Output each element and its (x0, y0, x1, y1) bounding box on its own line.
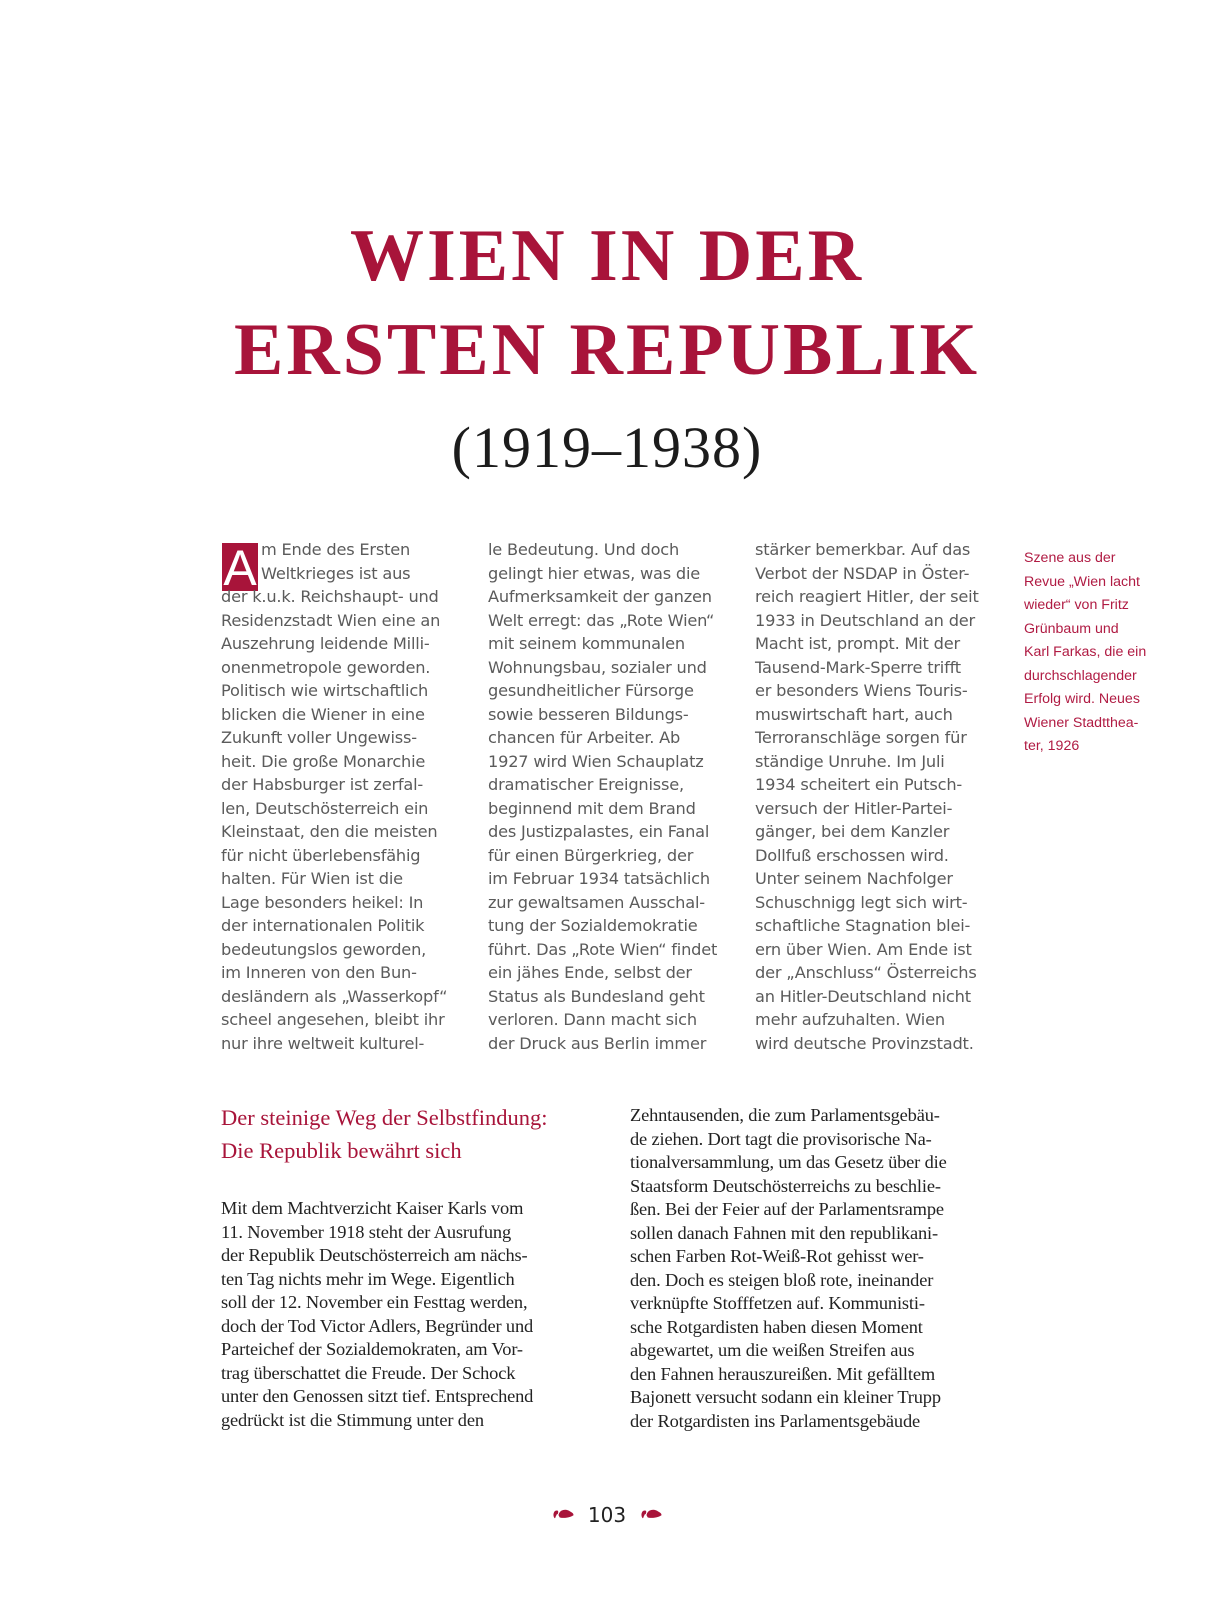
text-line: im Inneren von den Bun- (221, 963, 417, 982)
text-line: der internationalen Politik (221, 916, 425, 935)
text-line: onenmetropole geworden. (221, 657, 431, 677)
text-line: im Februar 1934 tatsächlich (488, 869, 710, 888)
text-line: trag überschattet die Freude. Der Schock (221, 1362, 516, 1383)
text-line: ßen. Bei der Feier auf der Parlamentsrampe (630, 1199, 944, 1219)
page-number: 103 (587, 1502, 627, 1527)
text-line: an Hitler-Deutschland nicht (755, 986, 971, 1006)
text-line: reich reagiert Hitler, der seit (755, 587, 979, 606)
text-line: Erfolg wird. Neues (1024, 691, 1140, 707)
text-line: Revue „Wien lacht (1024, 573, 1140, 590)
text-line: ein jähes Ende, selbst der (488, 963, 692, 982)
text-line: schaftliche Stagnation blei- (755, 916, 971, 935)
text-line: Kleinstaat, den die meisten (221, 822, 438, 841)
page-footer (0, 1500, 1214, 1528)
text-line: Terroranschläge sorgen für (755, 728, 967, 747)
page-title-line-2: ERSTEN REPUBLIK (233, 309, 981, 391)
text-line: tung der Sozialdemokratie (488, 916, 698, 935)
text-line: unter den Genossen sitzt tief. Entsprechend (221, 1386, 534, 1406)
image-caption (1024, 547, 1194, 759)
text-line: Status als Bundesland geht (488, 986, 705, 1006)
text-line: Welt erregt: das „Rote Wien“ (488, 610, 715, 630)
text-line: gedrückt ist die Stimmung unter den (221, 1409, 484, 1430)
text-line: Schuschnigg legt sich wirt- (755, 892, 968, 912)
text-line: Auszehrung leidende Milli- (221, 634, 430, 653)
text-line: Weltkrieges ist aus (261, 563, 411, 583)
text-line: zur gewaltsamen Ausschal- (488, 892, 705, 912)
text-line: Szene aus der (1024, 550, 1116, 566)
text-line: sche Rotgardisten haben diesen Moment (630, 1316, 923, 1337)
drop-cap: A (223, 540, 257, 596)
text-line: 11. November 1918 steht der Ausrufung (221, 1221, 512, 1242)
text-line: Zukunft voller Ungewiss- (221, 728, 417, 747)
text-line: Residenzstadt Wien eine an (221, 610, 441, 630)
text-line: heit. Die große Monarchie (221, 751, 426, 771)
text-line: versuch der Hitler-Partei- (755, 798, 953, 818)
text-line: wieder“ von Fritz (1024, 597, 1129, 613)
text-line: dramatischer Ereignisse, (488, 775, 684, 794)
intro-column-3 (755, 538, 1007, 1055)
text-line: 1934 scheitert ein Putsch- (755, 775, 963, 794)
text-line: des Justizpalastes, ein Fanal (488, 822, 710, 841)
text-line: desländern als „Wasserkopf“ (221, 986, 448, 1006)
text-line: de ziehen. Dort tagt die provisorische Na- (630, 1128, 932, 1149)
text-line: gesundheitlicher Fürsorge (488, 681, 694, 700)
page-subtitle-years: (1919–1938) (451, 415, 763, 480)
text-line: verknüpfte Stofffetzen auf. Kommunisti- (630, 1293, 925, 1313)
text-line: Zehntausenden, die zum Parlamentsgebäu- (630, 1105, 940, 1125)
text-line: er besonders Wiens Touris- (755, 681, 968, 700)
text-line: Die Republik bewährt sich (221, 1138, 462, 1163)
text-line: Wohnungsbau, sozialer und (488, 657, 707, 677)
text-line: Grünbaum und (1024, 620, 1119, 637)
text-line: für nicht überlebensfähig (221, 845, 421, 865)
text-line: sollen danach Fahnen mit den republikani- (630, 1222, 938, 1243)
text-line: Tausend-Mark-Sperre trifft (755, 657, 961, 677)
text-line: der k.u.k. Reichshaupt- und (221, 587, 439, 606)
text-line: len, Deutschösterreich ein (221, 798, 429, 818)
page-title-line-1: WIEN IN DER (349, 215, 865, 297)
text-line: Der steinige Weg der Selbstfindung: (221, 1105, 548, 1130)
text-line: verloren. Dann macht sich (488, 1010, 697, 1029)
text-line: soll der 12. November ein Festtag werden, (221, 1292, 528, 1312)
text-line: Politisch wie wirtschaftlich (221, 681, 429, 700)
text-line: mehr aufzuhalten. Wien (755, 1010, 945, 1029)
text-line: ern über Wien. Am Ende ist (755, 939, 972, 959)
text-line: m Ende des Ersten (261, 540, 411, 559)
text-line: den Fahnen herauszureißen. Mit gefälltem (630, 1363, 935, 1384)
text-line: Karl Farkas, die ein (1024, 644, 1147, 660)
text-line: 1927 wird Wien Schauplatz (488, 751, 704, 771)
text-line: durchschlagender (1024, 667, 1137, 684)
text-line: le Bedeutung. Und doch (488, 540, 680, 559)
text-line: Staatsform Deutschösterreichs zu beschlie- (630, 1175, 941, 1196)
text-line: Verbot der NSDAP in Öster- (755, 563, 970, 583)
text-line: chancen für Arbeiter. Ab (488, 728, 681, 747)
text-line: ständige Unruhe. Im Juli (755, 751, 945, 771)
text-line: muswirtschaft hart, auch (755, 704, 953, 724)
text-line: der Republik Deutschösterreich am nächs- (221, 1245, 528, 1265)
text-line: für einen Bürgerkrieg, der (488, 845, 694, 865)
text-line: blicken die Wiener in eine (221, 704, 425, 724)
ornament-leaf-icon (552, 1502, 574, 1528)
text-line: Unter seinem Nachfolger (755, 869, 953, 888)
intro-column-2 (488, 538, 740, 1055)
text-line: Bajonett versucht sodann ein kleiner Trupp (630, 1387, 941, 1407)
text-line: tionalversammlung, um das Gesetz über die (630, 1152, 947, 1172)
text-line: führt. Das „Rote Wien“ findet (488, 939, 718, 959)
section-column-2 (630, 1104, 1000, 1433)
text-line: abgewartet, um die weißen Streifen aus (630, 1340, 915, 1360)
text-line: wird deutsche Provinzstadt. (755, 1033, 974, 1053)
text-line: stärker bemerkbar. Auf das (755, 540, 971, 559)
text-line: schen Farben Rot-Weiß-Rot gehisst wer- (630, 1246, 924, 1266)
text-line: bedeutungslos geworden, (221, 939, 427, 959)
intro-column-1 (221, 538, 473, 1055)
text-line: gelingt hier etwas, was die (488, 563, 701, 583)
text-line: Mit dem Machtverzicht Kaiser Karls vom (221, 1198, 524, 1218)
text-line: der „Anschluss“ Österreichs (755, 963, 977, 982)
text-line: den. Doch es steigen bloß rote, ineinander (630, 1269, 934, 1290)
ornament-leaf-icon (640, 1502, 662, 1528)
text-line: ter, 1926 (1024, 738, 1080, 754)
text-line: gänger, bei dem Kanzler (755, 822, 950, 841)
text-line: der Rotgardisten ins Parlamentsgebäude (630, 1410, 921, 1431)
section-heading (221, 1101, 601, 1167)
text-line: Macht ist, prompt. Mit der (755, 634, 960, 653)
text-line: Aufmerksamkeit der ganzen (488, 587, 712, 606)
text-line: Lage besonders heikel: In (221, 892, 424, 912)
text-line: Dollfuß erschossen wird. (755, 845, 949, 865)
text-line: scheel angesehen, bleibt ihr (221, 1010, 445, 1029)
text-line: 1933 in Deutschland an der (755, 610, 975, 630)
text-line: Parteichef der Sozialdemokraten, am Vor- (221, 1339, 523, 1359)
text-line: halten. Für Wien ist die (221, 869, 403, 888)
text-line: der Habsburger ist zerfal- (221, 775, 424, 794)
text-line: beginnend mit dem Brand (488, 798, 696, 818)
text-line: Wiener Stadtthea- (1024, 714, 1139, 731)
text-line: sowie besseren Bildungs- (488, 704, 689, 724)
text-line: der Druck aus Berlin immer (488, 1033, 707, 1053)
text-line: nur ihre weltweit kulturel- (221, 1033, 425, 1053)
text-line: doch der Tod Victor Adlers, Begründer und (221, 1315, 534, 1336)
text-line: ten Tag nichts mehr im Wege. Eigentlich (221, 1268, 515, 1289)
section-column-1 (221, 1197, 591, 1432)
text-line: mit seinem kommunalen (488, 634, 685, 653)
